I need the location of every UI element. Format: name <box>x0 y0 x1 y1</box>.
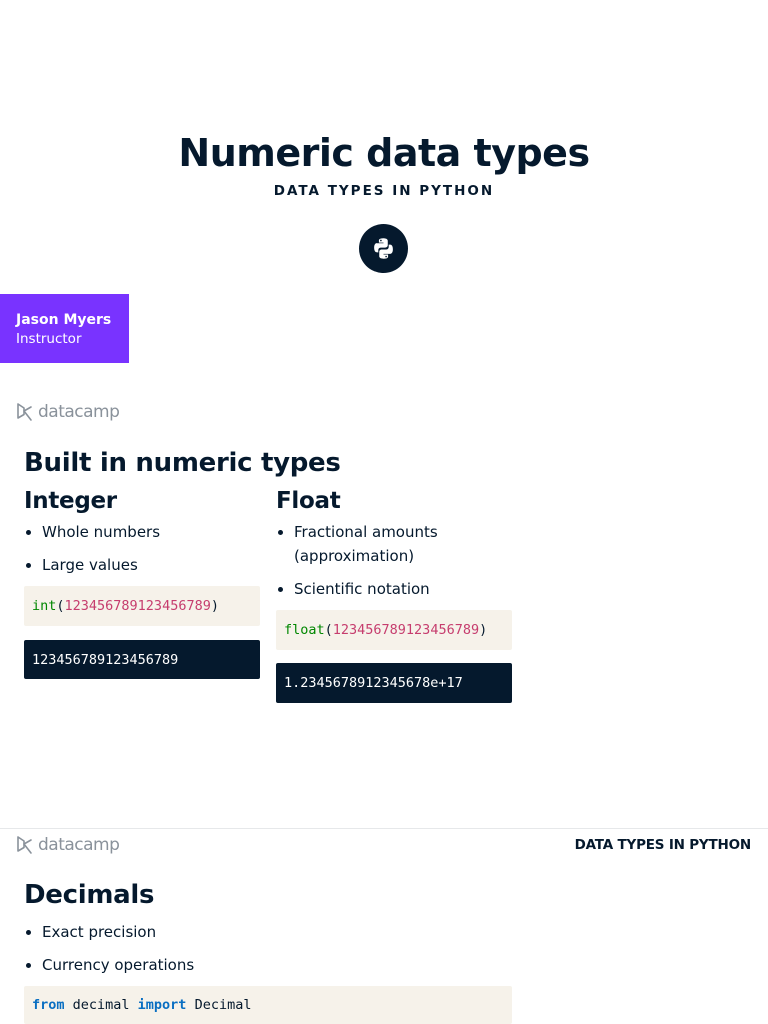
code-paren: ( <box>56 598 65 614</box>
integer-code-block[interactable] <box>24 586 260 626</box>
logo-text: datacamp <box>38 835 120 855</box>
datacamp-logo-icon <box>16 402 34 422</box>
code-output: 123456789123456789 <box>32 651 179 668</box>
code-module: decimal <box>64 997 138 1013</box>
logo-text: datacamp <box>38 402 120 422</box>
slide-heading: Built in numeric types <box>24 448 341 478</box>
integer-output-block <box>24 640 260 679</box>
code-paren: ) <box>479 622 488 638</box>
instructor-name: Jason Myers <box>16 312 112 328</box>
code-paren: ) <box>210 598 219 614</box>
code-paren: ( <box>324 622 333 638</box>
decimal-code-block[interactable] <box>24 986 512 1024</box>
integer-bullets <box>24 520 264 586</box>
list-item: Currency operations <box>24 953 324 977</box>
code-function: float <box>284 622 325 638</box>
list-item: Exact precision <box>24 920 324 944</box>
float-code-block[interactable] <box>276 610 512 650</box>
datacamp-logo <box>16 402 119 422</box>
code-keyword: from <box>32 997 65 1013</box>
list-item: Fractional amounts (approximation) <box>276 520 476 568</box>
float-output-block <box>276 663 512 703</box>
instructor-card <box>0 294 129 363</box>
course-title-header: DATA TYPES IN PYTHON <box>574 837 751 853</box>
instructor-role: Instructor <box>16 331 82 347</box>
python-logo-icon <box>359 224 408 273</box>
slide-title: Numeric data types <box>178 131 590 175</box>
code-output: 1.2345678912345678e+17 <box>284 675 463 691</box>
list-item: Large values <box>24 553 264 577</box>
float-bullets <box>276 520 476 610</box>
title-slide <box>0 0 768 395</box>
decimal-bullets <box>24 920 324 986</box>
slide-heading: Decimals <box>24 880 155 910</box>
datacamp-logo <box>16 835 119 855</box>
code-number: 123456789123456789 <box>332 622 480 638</box>
slide-divider <box>0 828 768 829</box>
float-heading: Float <box>276 488 341 514</box>
code-function: int <box>32 598 57 614</box>
list-item: Whole numbers <box>24 520 264 544</box>
code-name: Decimal <box>186 997 252 1013</box>
list-item: Scientific notation <box>276 577 476 601</box>
code-keyword: import <box>137 997 187 1013</box>
code-number: 123456789123456789 <box>64 598 211 614</box>
course-subtitle: DATA TYPES IN PYTHON <box>273 183 495 199</box>
datacamp-logo-icon <box>16 835 34 855</box>
integer-heading: Integer <box>24 488 117 514</box>
